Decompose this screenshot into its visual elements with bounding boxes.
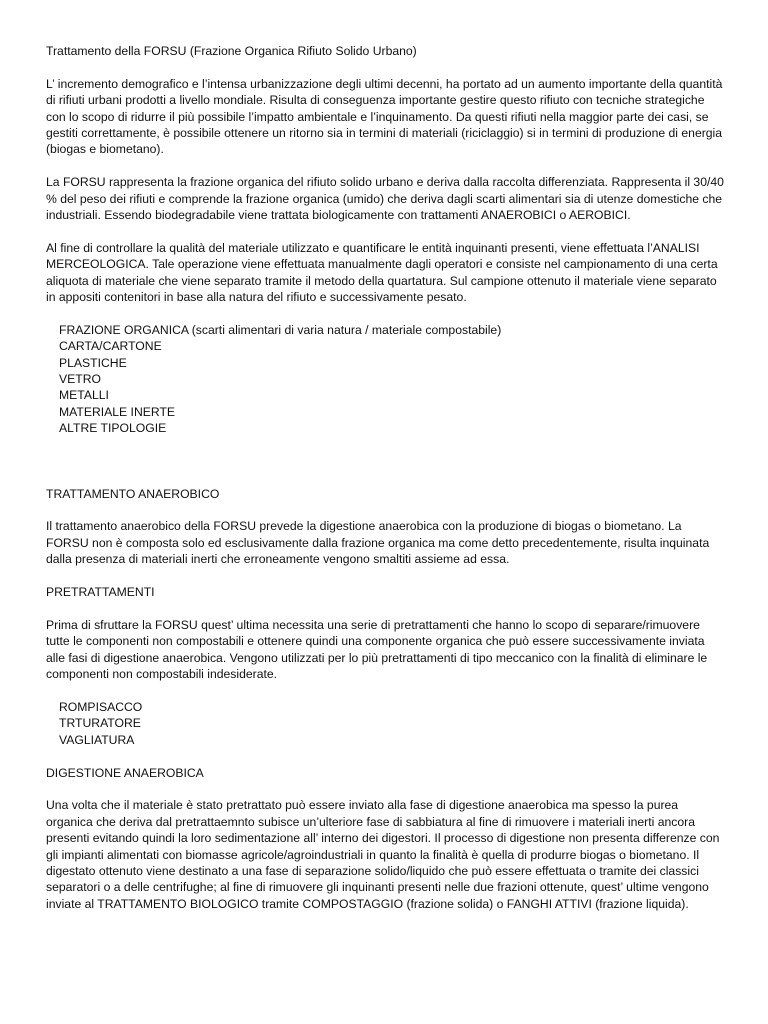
digestion-heading: DIGESTIONE ANAEROBICA xyxy=(46,765,204,780)
anaerobic-paragraph: Il trattamento anaerobico della FORSU prevede la digestione anaerobica con la produzione di biogas o biometano. La FORSU non è composta solo ed esclusivamente dalla frazione organica ma come detto precedentemente, risulta inquinata dalla presenza di materiali inerti che erroneamente vengono smaltiti assieme ad essa. xyxy=(46,519,710,567)
list-item: METALLI xyxy=(59,388,109,403)
pretreatments-list xyxy=(46,699,726,748)
intro-paragraph: L’ incremento demografico e l’intensa urbanizzazione degli ultimi decenni, ha portato ad un aumento importante della quantità di rifiuti urbani prodotti a livello mondiale. Risulta di conseguenza importante gestire questo rifiuto con tecniche strategiche con lo scopo di ridurre il più possibile l’impatto ambientale e l’inquinamento. Da questi rifiuti nella maggior parte dei casi, se gestiti correttamente, è possibile ottenere un ritorno sia in termini di materiali (riciclaggio) si in termini di produzione di energia (biogas e biometano). xyxy=(46,76,723,157)
list-item: VETRO xyxy=(59,372,101,387)
list-item: VAGLIATURA xyxy=(59,732,135,747)
list-item: MATERIALE INERTE xyxy=(59,404,176,419)
list-item: PLASTICHE xyxy=(59,355,127,370)
list-item: TRTURATORE xyxy=(59,716,141,731)
list-item: CARTA/CARTONE xyxy=(59,339,162,354)
analysis-paragraph: Al fine di controllare la qualità del materiale utilizzato e quantificare le entità inquinanti presenti, viene effettuata l’ANALISI MERCEOLOGICA. Tale operazione viene effettuata manualmente dagli operatori e consiste nel campionamento di una certa aliquota di materiale che viene separato tramite il metodo della quartatura. Sul campione ottenuto il materiale viene separato in appositi contenitori in base alla natura del rifiuto e successivamente pesato. xyxy=(46,240,718,305)
list-item: FRAZIONE ORGANICA (scarti alimentari di varia natura / materiale compostabile) xyxy=(59,322,502,337)
pretreatment-paragraph: Prima di sfruttare la FORSU quest’ ultima necessita una serie di pretrattamenti che hanno lo scopo di separare/rimuovere tutte le componenti non compostabili e ottenere quindi una componente organica che può essere successivamente inviata alle fasi di digestione anaerobica. Vengono utilizzati per lo più pretrattamenti di tipo meccanico con la finalità di eliminare le componenti non compostabili indesiderate. xyxy=(46,617,708,682)
anaerobic-heading: TRATTAMENTO ANAEROBICO xyxy=(46,486,220,501)
document-title: Trattamento della FORSU (Frazione Organica Rifiuto Solido Urbano) xyxy=(46,44,417,58)
list-item: ROMPISACCO xyxy=(59,699,143,714)
fractions-list xyxy=(46,322,726,437)
digestion-paragraph: Una volta che il materiale è stato pretrattato può essere inviato alla fase di digestione anaerobica ma spesso la purea organica che deriva dal pretrattaemnto subisce un’ulteriore fase di sabbiatura al fine di rimuovere i materiali inerti ancora presenti evitando quindi la loro sedimentazione all’ interno dei digestori. Il processo di digestione non presenta differenze con gli impianti alimentati con biomasse agricole/agroindustriali in quanto la finalità è quella di produrre biogas o biometano. Il digestato ottenuto viene destinato a una fase di separazione solido/liquido che può essere effettuata o tramite dei classici separatori o a delle centrifughe; al fine di rimuovere gli inquinanti presenti nelle due frazioni ottenute, quest’ ultime vengono inviate al TRATTAMENTO BIOLOGICO tramite COMPOSTAGGIO (frazione solida) o FANGHI ATTIVI (frazione liquida). xyxy=(46,798,720,911)
document-page xyxy=(46,43,726,929)
pretreatment-heading: PRETRATTAMENTI xyxy=(46,585,155,600)
forsu-paragraph: La FORSU rappresenta la frazione organica del rifiuto solido urbano e deriva dalla raccolta differenziata. Rappresenta il 30/40 % del peso dei rifiuti e comprende la frazione organica (umido) che deriva dagli scarti alimentari sia di utenze domestiche che industriali. Essendo biodegradabile viene trattata biologicamente con trattamenti ANAEROBICI o AEROBICI. xyxy=(46,175,724,223)
section-spacer xyxy=(46,437,726,486)
list-item: ALTRE TIPOLOGIE xyxy=(59,421,167,436)
